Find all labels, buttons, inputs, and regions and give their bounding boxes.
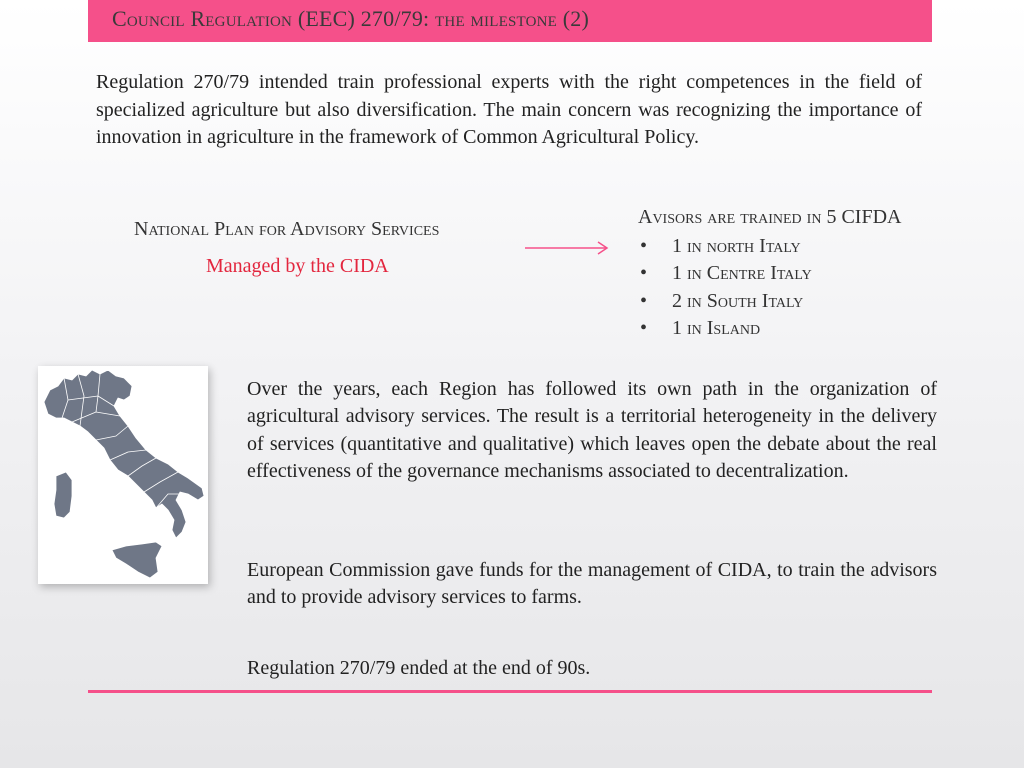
advisors-heading-count: 5 CIFDA <box>826 206 902 228</box>
title-rest: the milestone <box>435 6 558 31</box>
list-item-text: in Island <box>687 316 761 339</box>
intro-paragraph: Regulation 270/79 intended train professional experts with the right competences in the field of specialized agriculture but also diversification. The main concern was recognizing the importance of innovation in agriculture in the framework of Common Agricultural Policy. <box>96 71 922 148</box>
plan-title: National Plan for Advisory Services <box>134 218 440 240</box>
list-item-number: 1 <box>672 235 682 257</box>
plan-subtitle: Managed by the CIDA <box>206 255 389 277</box>
list-item-text: in north Italy <box>687 235 801 257</box>
title-code: (EEC) 270/79: <box>297 6 430 31</box>
list-item-number: 1 <box>672 262 682 285</box>
list-item <box>640 315 812 342</box>
bottom-divider <box>88 690 932 693</box>
list-item-number: 2 <box>672 289 682 312</box>
bullet: • <box>640 289 648 312</box>
bullet: • <box>640 316 648 339</box>
regulation-end-paragraph: Regulation 270/79 ended at the end of 90s. <box>247 657 591 679</box>
right-arrow-icon <box>524 238 610 258</box>
bullet: • <box>640 235 648 257</box>
advisors-heading <box>638 206 901 229</box>
title-bar <box>88 0 932 42</box>
list-item-text: in Centre Italy <box>687 262 812 285</box>
italy-map-icon <box>38 366 208 584</box>
title-number: (2) <box>562 6 589 31</box>
funding-paragraph: European Commission gave funds for the management of CIDA, to train the advisors and to provide advisory services to farms. <box>247 559 937 609</box>
list-item <box>640 260 812 287</box>
title-word-council: Council <box>112 6 185 31</box>
list-item <box>640 233 812 260</box>
list-item-number: 1 <box>672 316 682 339</box>
slide-title <box>112 6 589 32</box>
advisors-heading-prefix: Avisors are trained in <box>638 206 822 228</box>
title-word-regulation: Regulation <box>190 6 293 31</box>
regional-heterogeneity-paragraph: Over the years, each Region has followed its own path in the organization of agricultural advisory services. The result is a territorial heterogeneity in the delivery of services (quantitative and qualitative) which leaves open the debate about the real effectiveness of the governance mechanisms associated to decentralization. <box>247 378 937 482</box>
advisors-list <box>640 233 812 342</box>
italy-map-image <box>38 366 208 584</box>
list-item-text: in South Italy <box>687 289 804 312</box>
list-item <box>640 288 812 315</box>
bullet: • <box>640 262 648 285</box>
